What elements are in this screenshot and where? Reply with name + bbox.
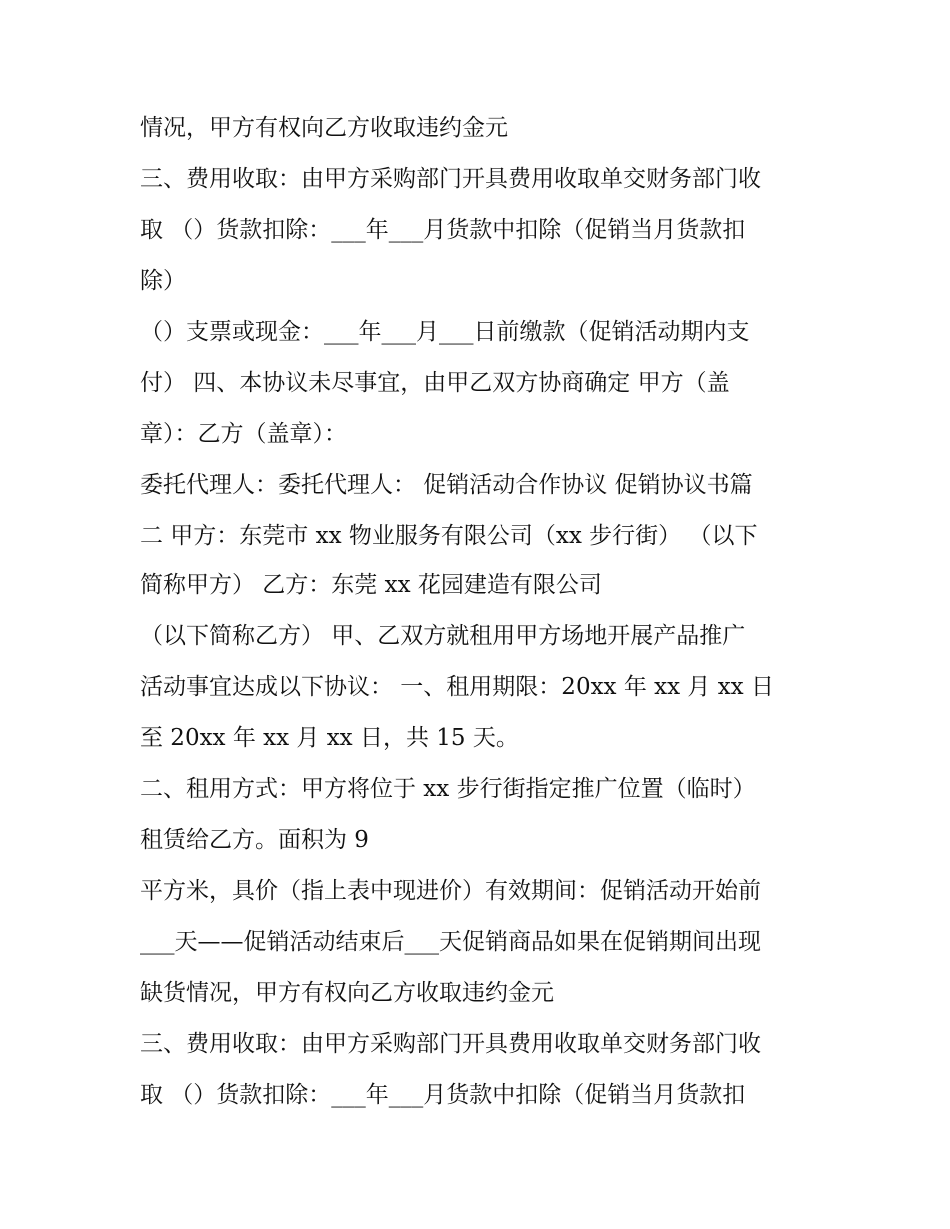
text-line: 取 （）货款扣除：___年___月货款中扣除（促销当月货款扣 bbox=[140, 217, 746, 243]
text-line: （）支票或现金：___年___月___日前缴款（促销活动期内支 bbox=[140, 319, 750, 345]
text-line: 活动事宜达成以下协议： 一、租用期限：20xx 年 xx 月 xx 日 bbox=[140, 674, 774, 700]
text-line: 付） 四、本协议未尽事宜，由甲乙双方协商确定 甲方（盖 bbox=[140, 370, 730, 396]
text-line: 三、费用收取：由甲方采购部门开具费用收取单交财务部门收 bbox=[140, 1031, 761, 1057]
text-line: 二、租用方式：甲方将位于 xx 步行街指定推广位置（临时） bbox=[140, 776, 756, 802]
text-line: 章）：乙方（盖章）： bbox=[140, 421, 347, 447]
text-line: 委托代理人：委托代理人： 促销活动合作协议 促销协议书篇 bbox=[140, 472, 753, 498]
text-line: 缺货情况，甲方有权向乙方收取违约金元 bbox=[140, 980, 554, 1006]
text-line: 除） bbox=[140, 268, 186, 294]
text-line: 租赁给乙方。面积为 9 bbox=[140, 827, 369, 853]
text-line: 至 20xx 年 xx 月 xx 日，共 15 天。 bbox=[140, 725, 519, 751]
text-line: 取 （）货款扣除：___年___月货款中扣除（促销当月货款扣 bbox=[140, 1082, 746, 1108]
text-line: 情况，甲方有权向乙方收取违约金元 bbox=[140, 115, 508, 141]
text-line: ___天——促销活动结束后___天促销商品如果在促销期间出现 bbox=[140, 929, 761, 955]
text-line: （以下简称乙方） 甲、乙双方就租用甲方场地开展产品推广 bbox=[140, 623, 746, 649]
text-line: 平方米，具价（指上表中现进价）有效期间：促销活动开始前 bbox=[140, 878, 761, 904]
text-line: 简称甲方） 乙方：东莞 xx 花园建造有限公司 bbox=[140, 572, 602, 598]
text-line: 二 甲方：东莞市 xx 物业服务有限公司（xx 步行街） （以下 bbox=[140, 523, 758, 549]
text-line: 三、费用收取：由甲方采购部门开具费用收取单交财务部门收 bbox=[140, 166, 761, 192]
